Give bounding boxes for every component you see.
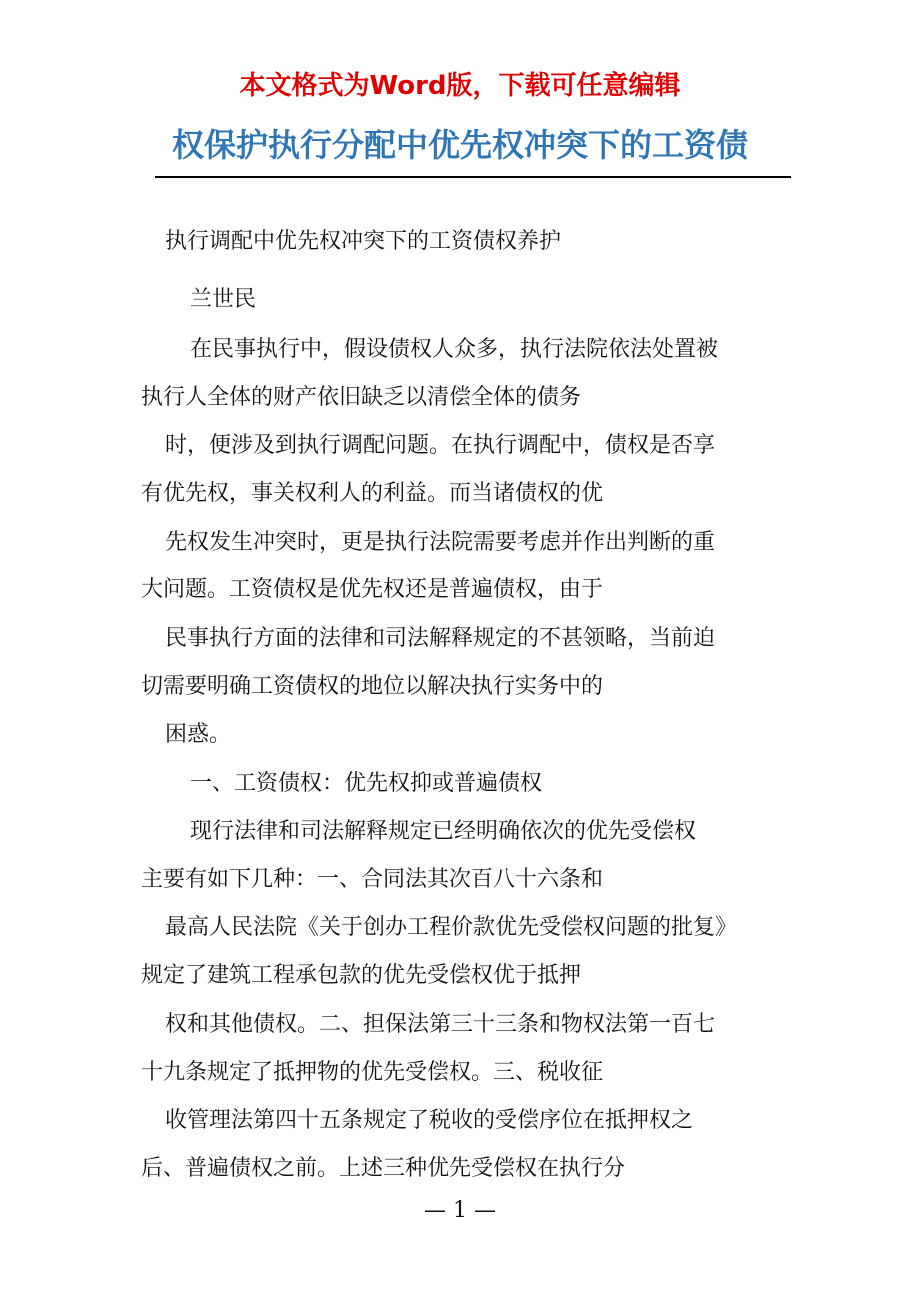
- body-line: 十九条规定了抵押物的优先受偿权。三、税收征: [141, 1060, 604, 1085]
- section-heading: 一、工资债权：优先权抑或普遍债权: [190, 771, 543, 796]
- body-line: 在民事执行中，假设债权人众多，执行法院依法处置被: [190, 337, 719, 362]
- body-line: 主要有如下几种：一、合同法其次百八十六条和: [141, 867, 604, 892]
- body-line: 民事执行方面的法律和司法解释规定的不甚领略，当前迫: [165, 626, 716, 651]
- body-line: 规定了建筑工程承包款的优先受偿权优于抵押: [141, 963, 582, 988]
- body-line: 收管理法第四十五条规定了税收的受偿序位在抵押权之: [165, 1108, 694, 1133]
- body-line: 现行法律和司法解释规定已经明确依次的优先受偿权: [190, 819, 697, 844]
- body-line: 执行人全体的财产依旧缺乏以清偿全体的债务: [141, 385, 582, 410]
- body-line: 切需要明确工资债权的地位以解决执行实务中的: [141, 674, 604, 699]
- document-title: 权保护执行分配中优先权冲突下的工资债: [171, 126, 748, 164]
- article-heading: 执行调配中优先权冲突下的工资债权养护: [165, 229, 562, 254]
- body-line: 有优先权，事关权利人的利益。而当诸债权的优: [141, 481, 604, 506]
- body-line: 困惑。: [165, 722, 232, 747]
- body-line: 先权发生冲突时，更是执行法院需要考虑并作出判断的重: [165, 530, 716, 555]
- page-number: — 1 —: [424, 1198, 496, 1223]
- body-line: 最高人民法院《关于创办工程价款优先受偿权问题的批复》: [165, 915, 738, 940]
- body-line: 权和其他债权。二、担保法第三十三条和物权法第一百七: [165, 1012, 716, 1037]
- body-line: 后、普遍债权之前。上述三种优先受偿权在执行分: [141, 1156, 626, 1181]
- body-line: 大问题。工资债权是优先权还是普遍债权，由于: [141, 577, 604, 602]
- title-divider: [155, 176, 791, 178]
- author-name: 兰世民: [190, 287, 257, 312]
- format-notice-banner: 本文格式为Word版，下载可任意编辑: [239, 71, 681, 101]
- body-line: 时，便涉及到执行调配问题。在执行调配中，债权是否享: [165, 433, 716, 458]
